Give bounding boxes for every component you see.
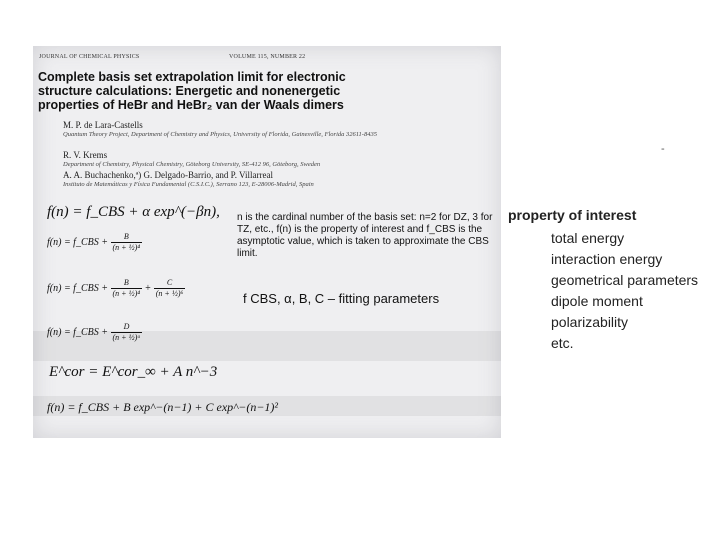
formula-exponential: f(n) = f_CBS + α exp^(−βn), [47, 204, 220, 220]
paper-photo [33, 46, 501, 438]
author-2-affiliation: Department of Chemistry, Physical Chemistry, Göteborg University, SE-412 96, Göteborg, Sweden [63, 161, 321, 168]
author-1-name: M. P. de Lara-Castells [63, 120, 143, 130]
property-item: dipole moment [551, 293, 643, 309]
property-list [551, 228, 698, 354]
journal-name: JOURNAL OF CHEMICAL PHYSICS [39, 54, 140, 60]
formula-power-alpha-numerator: D [111, 322, 143, 333]
property-item: interaction energy [551, 251, 663, 267]
formula-power-4-numerator: B [111, 232, 143, 243]
author-3-affiliation: Instituto de Matemáticas y Física Fundamental (C.S.I.C.), Serrano 123, E-28006-Madrid, Spain [63, 181, 314, 188]
formula-power-4-fraction [111, 232, 143, 253]
author-1-affiliation: Quantum Theory Project, Department of Chemistry and Physics, University of Florida, Gainesville, Florida 32611-8435 [63, 131, 377, 138]
formula-power-4-6-lhs: f(n) = f_CBS + [47, 282, 108, 294]
formula-power-4-6 [47, 278, 185, 299]
formula-power-4-6-denominator-1: (n + ½)⁴ [112, 289, 141, 298]
formula-plus: + [144, 282, 152, 294]
formula-double-exponential: f(n) = f_CBS + B exp^−(n−1) + C exp^−(n−1)² [47, 400, 279, 414]
formula-power-alpha-lhs: f(n) = f_CBS + [47, 326, 108, 338]
journal-volume: VOLUME 115, NUMBER 22 [229, 54, 306, 60]
formula-correlation-energy: E^cor = E^cor_∞ + A n^−3 [49, 364, 218, 380]
formula-power-alpha-denominator: (n + ½)ᵅ [112, 333, 141, 342]
formula-power-4-6-numerator-1: B [111, 278, 143, 289]
formula-power-4-6-denominator-2: (n + ½)⁶ [155, 289, 184, 298]
formula-power-4-lhs: f(n) = f_CBS + [47, 236, 108, 248]
property-heading: property of interest [508, 207, 637, 223]
formula-power-alpha [47, 322, 142, 343]
property-item: etc. [551, 335, 574, 351]
formula-power-4-6-fraction-1 [111, 278, 143, 299]
author-2-name: R. V. Krems [63, 150, 108, 160]
property-item: polarizability [551, 314, 629, 330]
formula-power-4-6-fraction-2 [154, 278, 186, 299]
stray-mark: - [661, 143, 665, 155]
fitting-parameters-text: f CBS, α, B, C – fitting parameters [243, 291, 440, 306]
formula-power-4 [47, 232, 142, 253]
property-item: geometrical parameters [551, 272, 699, 288]
formula-power-alpha-fraction [111, 322, 143, 343]
description-text: n is the cardinal number of the basis set: n=2 for DZ, 3 for TZ, etc., f(n) is the property of interest and f_CBS is the asymptotic value, which is taken to approximate the CBS limit. [237, 212, 493, 259]
property-item: total energy [551, 230, 625, 246]
formula-power-4-denominator: (n + ½)⁴ [112, 243, 141, 252]
formula-power-4-6-numerator-2: C [154, 278, 186, 289]
paper-title: Complete basis set extrapolation limit for electronic structure calculations: Energetic and nonenergetic properties of HeBr and HeBr₂ van der Waals dimers [38, 70, 346, 112]
author-3-name: A. A. Buchachenko,ª) G. Delgado-Barrio, and P. Villarreal [63, 170, 273, 180]
